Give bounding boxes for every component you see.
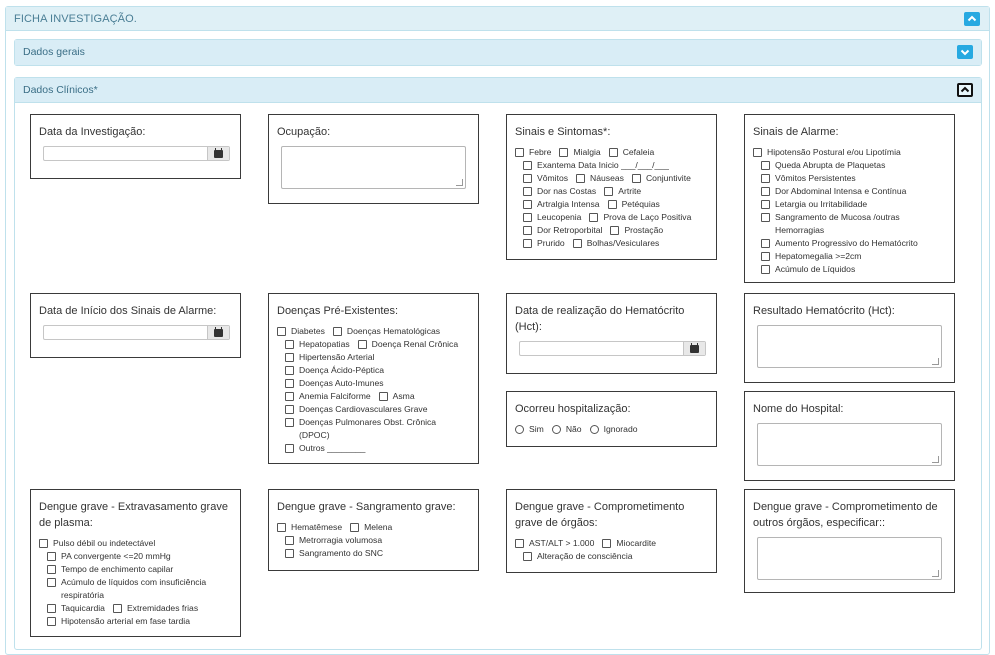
- checkbox-label: Hepatopatias: [299, 339, 350, 349]
- checkbox-row: [39, 615, 232, 628]
- checkbox-row: [753, 224, 946, 237]
- dados-clinicos-title: Dados Clínicos*: [23, 84, 98, 96]
- chevron-up-icon: [967, 14, 977, 24]
- checkbox-box[interactable]: [761, 174, 770, 183]
- data-investigacao-input[interactable]: [43, 146, 230, 161]
- checkbox-label: Hematêmese: [291, 522, 343, 532]
- checkbox-hematemese[interactable]: [277, 521, 342, 534]
- checkbox-label: Melena: [364, 522, 393, 532]
- checkbox-leucopenia[interactable]: [523, 211, 581, 224]
- resultado-hematocrito-label: Resultado Hematócrito (Hct):: [753, 305, 895, 317]
- checkbox-label: Vômitos Persistentes: [775, 173, 856, 183]
- ficha-header: [6, 7, 989, 31]
- checkbox-label: Cefaleia: [622, 147, 655, 157]
- checkbox-label: Náuseas: [590, 173, 624, 183]
- checkbox-row: [277, 325, 470, 338]
- checkbox-label: Anemia Falciforme: [299, 391, 371, 401]
- checkbox-taquicardia[interactable]: [47, 602, 105, 615]
- checkbox-label-continuation: [285, 429, 330, 442]
- checkbox-cefaleia[interactable]: [609, 146, 655, 159]
- checkbox-dor-nas-costas[interactable]: [523, 185, 596, 198]
- checkbox-exantema-data-inicio[interactable]: [523, 159, 669, 172]
- checkbox-label: Exantema Data Inicio ___/___/___: [537, 160, 669, 170]
- extravasamento-label: Dengue grave - Extravasamento grave de plasma:: [39, 501, 228, 529]
- checkbox-row: [277, 416, 470, 429]
- comprometimento-orgaos-label: Dengue grave - Comprometimento grave de órgãos:: [515, 501, 685, 529]
- checkbox-sangramento-do-snc[interactable]: [285, 547, 383, 560]
- checkbox-nauseas[interactable]: [576, 172, 624, 185]
- checkbox-label: Dor Retroporbital: [537, 225, 603, 235]
- checkbox-row: [753, 237, 946, 250]
- extravasamento-box: [30, 489, 241, 637]
- checkbox-vomitos[interactable]: [523, 172, 568, 185]
- checkbox-label: Miocardite: [616, 538, 657, 548]
- nome-hospital-textarea[interactable]: [757, 423, 942, 466]
- checkbox-row: [753, 211, 946, 224]
- dados-gerais-panel: [14, 39, 982, 66]
- checkbox-label: Aumento Progressivo do Hematócrito: [775, 238, 918, 248]
- checkbox-box[interactable]: [573, 239, 582, 248]
- sangramento-label: Dengue grave - Sangramento grave:: [277, 501, 456, 513]
- checkbox-box[interactable]: [350, 523, 359, 532]
- checkbox-label: (DPOC): [299, 430, 330, 440]
- checkbox-label-continuation: [47, 589, 104, 602]
- checkbox-label-continuation: [761, 224, 824, 237]
- checkbox-row: [277, 390, 470, 403]
- checkbox-label: Metrorragia volumosa: [299, 535, 383, 545]
- checkbox-row: [39, 550, 232, 563]
- checkbox-tempo-de-enchimento-capilar[interactable]: [47, 563, 173, 576]
- checkbox-pa-convergente-20-mmhg[interactable]: [47, 550, 171, 563]
- radio-nao-label: Não: [565, 424, 582, 434]
- dados-gerais-title: Dados gerais: [23, 46, 85, 58]
- checkbox-prostacao[interactable]: [610, 224, 663, 237]
- checkbox-hipotensao-postural-e-ou-lipotimia[interactable]: [753, 146, 901, 159]
- checkbox-box[interactable]: [47, 565, 56, 574]
- checkbox-box[interactable]: [113, 604, 122, 613]
- checkbox-label: Queda Abrupta de Plaquetas: [775, 160, 886, 170]
- checkbox-row: [277, 534, 470, 547]
- checkbox-prova-de-laco-positiva[interactable]: [589, 211, 691, 224]
- checkbox-label: Bolhas/Vesiculares: [586, 238, 660, 248]
- checkbox-row: [753, 263, 946, 276]
- checkbox-label: Leucopenia: [537, 212, 582, 222]
- resultado-hematocrito-box: [744, 293, 955, 383]
- data-inicio-alarme-label: Data de Início dos Sinais de Alarme:: [39, 305, 217, 317]
- checkbox-hepatopatias[interactable]: [285, 338, 350, 351]
- checkbox-box[interactable]: [761, 213, 770, 222]
- checkbox-label: Hemorragias: [775, 225, 825, 235]
- checkbox-petequias[interactable]: [608, 198, 660, 211]
- checkbox-label: Dor Abdominal Intensa e Contínua: [775, 186, 907, 196]
- checkbox-doencas-hematologicas[interactable]: [333, 325, 440, 338]
- data-hematocrito-label: Data de realização do Hematócrito (Hct):: [515, 305, 685, 333]
- checkbox-row: [515, 185, 708, 198]
- checkbox-box[interactable]: [589, 213, 598, 222]
- checkbox-box[interactable]: [610, 226, 619, 235]
- checkbox-box[interactable]: [523, 213, 532, 222]
- checkbox-row: [753, 198, 946, 211]
- checkbox-box[interactable]: [523, 174, 532, 183]
- nome-hospital-box: [744, 391, 955, 481]
- checkbox-bolhas-vesiculares[interactable]: [573, 237, 660, 250]
- checkbox-row: [515, 159, 708, 172]
- checkbox-row: [277, 429, 470, 442]
- checkbox-box[interactable]: [515, 539, 524, 548]
- checkbox-box[interactable]: [523, 161, 532, 170]
- checkbox-row: [277, 442, 470, 455]
- checkbox-asma[interactable]: [379, 390, 415, 403]
- checkbox-box[interactable]: [285, 366, 294, 375]
- checkbox-box[interactable]: [761, 252, 770, 261]
- data-inicio-alarme-box: [30, 293, 241, 358]
- checkbox-row: [277, 403, 470, 416]
- checkbox-aumento-progressivo-do-hematocrito[interactable]: [761, 237, 918, 250]
- checkbox-label: Diabetes: [291, 326, 325, 336]
- radio-nao[interactable]: [552, 423, 582, 436]
- ocupacao-box: [268, 114, 479, 204]
- calendar-icon[interactable]: [683, 342, 705, 355]
- checkbox-label: Hipotensão arterial em fase tardia: [61, 616, 190, 626]
- doencas-preexistentes-list: [277, 325, 470, 455]
- checkbox-box[interactable]: [285, 340, 294, 349]
- checkbox-extremidades-frias[interactable]: [113, 602, 198, 615]
- checkbox-box[interactable]: [604, 187, 613, 196]
- checkbox-outros[interactable]: [285, 442, 365, 455]
- checkbox-box[interactable]: [39, 539, 48, 548]
- checkbox-box[interactable]: [608, 200, 617, 209]
- checkbox-metrorragia-volumosa[interactable]: [285, 534, 382, 547]
- checkbox-box[interactable]: [358, 340, 367, 349]
- checkbox-row: [753, 146, 946, 159]
- checkbox-row: [39, 563, 232, 576]
- checkbox-row: [515, 172, 708, 185]
- data-inicio-alarme-input[interactable]: [43, 325, 230, 340]
- checkbox-queda-abrupta-de-plaquetas[interactable]: [761, 159, 885, 172]
- checkbox-label: respiratória: [61, 590, 104, 600]
- comprometimento-orgaos-list: [515, 537, 708, 563]
- checkbox-box[interactable]: [602, 539, 611, 548]
- checkbox-dor-retroporbital[interactable]: [523, 224, 602, 237]
- dados-clinicos-header[interactable]: [15, 78, 981, 103]
- collapse-ficha-button[interactable]: [964, 12, 980, 26]
- checkbox-alteracao-de-consciencia[interactable]: [523, 550, 633, 563]
- sinais-sintomas-box: [506, 114, 717, 260]
- checkbox-row: [753, 159, 946, 172]
- checkbox-box[interactable]: [277, 327, 286, 336]
- checkbox-doenca-acido-peptica[interactable]: [285, 364, 384, 377]
- radio-ignorado[interactable]: [590, 423, 638, 436]
- checkbox-doencas-auto-imunes[interactable]: [285, 377, 384, 390]
- checkbox-label: Sangramento do SNC: [299, 548, 384, 558]
- checkbox-box[interactable]: [285, 549, 294, 558]
- checkbox-row: [277, 547, 470, 560]
- checkbox-label: Mialgia: [573, 147, 601, 157]
- checkbox-box[interactable]: [523, 239, 532, 248]
- checkbox-label: Doenças Hematológicas: [346, 326, 441, 336]
- data-investigacao-label: Data da Investigação:: [39, 126, 146, 138]
- data-hematocrito-input[interactable]: [519, 341, 706, 356]
- nome-hospital-label: Nome do Hospital:: [753, 403, 844, 415]
- checkbox-label: Dor nas Costas: [537, 186, 597, 196]
- data-investigacao-box: [30, 114, 241, 179]
- checkbox-label: Hepatomegalia >=2cm: [775, 251, 862, 261]
- sinais-alarme-label: Sinais de Alarme:: [753, 126, 839, 138]
- hospitalizacao-box: [506, 391, 717, 447]
- checkbox-box[interactable]: [285, 444, 294, 453]
- checkbox-row: [753, 250, 946, 263]
- checkbox-label: Doenças Cardiovasculares Grave: [299, 404, 428, 414]
- checkbox-box[interactable]: [761, 161, 770, 170]
- checkbox-row: [515, 550, 708, 563]
- checkbox-box[interactable]: [285, 405, 294, 414]
- outros-orgaos-box: [744, 489, 955, 593]
- checkbox-box[interactable]: [576, 174, 585, 183]
- checkbox-box[interactable]: [523, 187, 532, 196]
- checkbox-label: Doenças Auto-Imunes: [299, 378, 384, 388]
- checkbox-row: [277, 377, 470, 390]
- dados-gerais-header[interactable]: [15, 40, 981, 65]
- checkbox-row: [515, 211, 708, 224]
- checkbox-febre[interactable]: [515, 146, 551, 159]
- checkbox-hipotensao-arterial-em-fase-tardia[interactable]: [47, 615, 190, 628]
- checkbox-row: [753, 172, 946, 185]
- checkbox-row: [277, 364, 470, 377]
- chevron-down-icon: [960, 47, 970, 57]
- expand-dados-gerais-button[interactable]: [957, 45, 973, 59]
- checkbox-box[interactable]: [609, 148, 618, 157]
- ocupacao-textarea[interactable]: [281, 146, 466, 189]
- checkbox-miocardite[interactable]: [602, 537, 656, 550]
- checkbox-prurido[interactable]: [523, 237, 565, 250]
- checkbox-box[interactable]: [285, 353, 294, 362]
- checkbox-label: Doença Renal Crônica: [371, 339, 459, 349]
- checkbox-letargia-ou-irritabilidade[interactable]: [761, 198, 867, 211]
- ficha-title: FICHA INVESTIGAÇÃO.: [14, 13, 137, 25]
- checkbox-box[interactable]: [47, 617, 56, 626]
- checkbox-box[interactable]: [761, 239, 770, 248]
- checkbox-box[interactable]: [753, 148, 762, 157]
- checkbox-box[interactable]: [285, 379, 294, 388]
- checkbox-doencas-pulmonares-obst-cronica[interactable]: [285, 416, 436, 429]
- checkbox-label: Prurido: [537, 238, 565, 248]
- checkbox-row: [515, 237, 708, 250]
- checkbox-row: [277, 338, 470, 351]
- checkbox-box[interactable]: [333, 327, 342, 336]
- checkbox-artrite[interactable]: [604, 185, 641, 198]
- checkbox-hipertensao-arterial[interactable]: [285, 351, 374, 364]
- checkbox-label: Vômitos: [537, 173, 569, 183]
- checkbox-row: [515, 537, 708, 550]
- doencas-preexistentes-label: Doenças Pré-Existentes:: [277, 305, 399, 317]
- checkbox-label: Prova de Laço Positiva: [603, 212, 692, 222]
- checkbox-label: Artralgia Intensa: [537, 199, 600, 209]
- checkbox-label: Artrite: [618, 186, 642, 196]
- checkbox-box[interactable]: [761, 200, 770, 209]
- checkbox-sangramento-de-mucosa-outras[interactable]: [761, 211, 900, 224]
- checkbox-acumulo-de-liquidos-com-insuficiencia[interactable]: [47, 576, 206, 589]
- checkbox-box[interactable]: [285, 536, 294, 545]
- radio-sim-label: Sim: [529, 424, 544, 434]
- checkbox-label: Acúmulo de Líquidos: [775, 264, 856, 274]
- checkbox-row: [39, 602, 232, 615]
- checkbox-row: [277, 521, 470, 534]
- checkbox-conjuntivite[interactable]: [632, 172, 691, 185]
- checkbox-doencas-cardiovasculares-grave[interactable]: [285, 403, 428, 416]
- sinais-sintomas-list: [515, 146, 708, 250]
- checkbox-box[interactable]: [277, 523, 286, 532]
- calendar-icon[interactable]: [207, 326, 229, 339]
- checkbox-row: [39, 589, 232, 602]
- checkbox-label: Letargia ou Irritabilidade: [775, 199, 868, 209]
- checkbox-box[interactable]: [761, 265, 770, 274]
- checkbox-row: [515, 224, 708, 237]
- checkbox-box[interactable]: [523, 226, 532, 235]
- checkbox-label: Febre: [529, 147, 552, 157]
- checkbox-row: [753, 185, 946, 198]
- checkbox-row: [515, 146, 708, 159]
- checkbox-box[interactable]: [47, 552, 56, 561]
- checkbox-melena[interactable]: [350, 521, 392, 534]
- checkbox-row: [515, 198, 708, 211]
- data-hematocrito-box: [506, 293, 717, 374]
- sinais-alarme-list: [753, 146, 946, 276]
- checkbox-ast-alt-1-000[interactable]: [515, 537, 594, 550]
- outros-orgaos-label: Dengue grave - Comprometimento de outros órgãos, especificar::: [753, 501, 938, 529]
- checkbox-label: Alteração de consciência: [537, 551, 633, 561]
- calendar-icon[interactable]: [207, 147, 229, 160]
- checkbox-label: Conjuntivite: [645, 173, 691, 183]
- sinais-alarme-box: [744, 114, 955, 283]
- checkbox-label: Hipotensão Postural e/ou Lipotímia: [767, 147, 901, 157]
- checkbox-mialgia[interactable]: [559, 146, 600, 159]
- checkbox-row: [39, 537, 232, 550]
- checkbox-box[interactable]: [761, 187, 770, 196]
- chevron-up-icon: [960, 85, 970, 95]
- hospitalizacao-options: [515, 423, 708, 436]
- checkbox-label: Petéquias: [621, 199, 660, 209]
- checkbox-label: PA convergente <=20 mmHg: [61, 551, 171, 561]
- checkbox-artralgia-intensa[interactable]: [523, 198, 600, 211]
- checkbox-box[interactable]: [285, 418, 294, 427]
- checkbox-box[interactable]: [559, 148, 568, 157]
- collapse-dados-clinicos-button[interactable]: [957, 83, 973, 97]
- checkbox-label: Tempo de enchimento capilar: [61, 564, 174, 574]
- checkbox-dor-abdominal-intensa-e-continua[interactable]: [761, 185, 906, 198]
- outros-orgaos-textarea[interactable]: [757, 537, 942, 580]
- checkbox-doenca-renal-cronica[interactable]: [358, 338, 458, 351]
- doencas-preexistentes-box: [268, 293, 479, 464]
- checkbox-label: Asma: [392, 391, 415, 401]
- sangramento-box: [268, 489, 479, 571]
- checkbox-label: Acúmulo de líquidos com insuficiência: [61, 577, 207, 587]
- sinais-sintomas-label: Sinais e Sintomas*:: [515, 126, 611, 138]
- checkbox-label: Sangramento de Mucosa /outras: [775, 212, 900, 222]
- checkbox-box[interactable]: [285, 392, 294, 401]
- checkbox-label: Outros ________: [299, 443, 366, 453]
- ocupacao-label: Ocupação:: [277, 126, 331, 138]
- checkbox-box[interactable]: [515, 148, 524, 157]
- checkbox-label: Hipertensão Arterial: [299, 352, 375, 362]
- comprometimento-orgaos-box: [506, 489, 717, 573]
- checkbox-vomitos-persistentes[interactable]: [761, 172, 856, 185]
- checkbox-row: [39, 576, 232, 589]
- checkbox-box[interactable]: [523, 200, 532, 209]
- checkbox-label: Pulso débil ou indetectável: [53, 538, 156, 548]
- checkbox-box[interactable]: [47, 578, 56, 587]
- radio-sim[interactable]: [515, 423, 544, 436]
- checkbox-label: Taquicardia: [61, 603, 105, 613]
- checkbox-box[interactable]: [379, 392, 388, 401]
- checkbox-box[interactable]: [523, 552, 532, 561]
- checkbox-anemia-falciforme[interactable]: [285, 390, 371, 403]
- checkbox-label: Prostação: [624, 225, 664, 235]
- checkbox-hepatomegalia-2cm[interactable]: [761, 250, 861, 263]
- checkbox-label: Doença Ácido-Péptica: [299, 365, 385, 375]
- radio-ignorado-label: Ignorado: [603, 424, 638, 434]
- resultado-hematocrito-textarea[interactable]: [757, 325, 942, 368]
- checkbox-label: Doenças Pulmonares Obst. Crônica: [299, 417, 437, 427]
- checkbox-pulso-debil-ou-indetectavel[interactable]: [39, 537, 155, 550]
- hospitalizacao-label: Ocorreu hospitalização:: [515, 403, 631, 415]
- extravasamento-list: [39, 537, 232, 628]
- checkbox-label: Extremidades frias: [126, 603, 199, 613]
- checkbox-acumulo-de-liquidos[interactable]: [761, 263, 855, 276]
- checkbox-box[interactable]: [632, 174, 641, 183]
- checkbox-row: [277, 351, 470, 364]
- sangramento-list: [277, 521, 470, 560]
- checkbox-box[interactable]: [47, 604, 56, 613]
- checkbox-diabetes[interactable]: [277, 325, 325, 338]
- checkbox-label: AST/ALT > 1.000: [529, 538, 595, 548]
